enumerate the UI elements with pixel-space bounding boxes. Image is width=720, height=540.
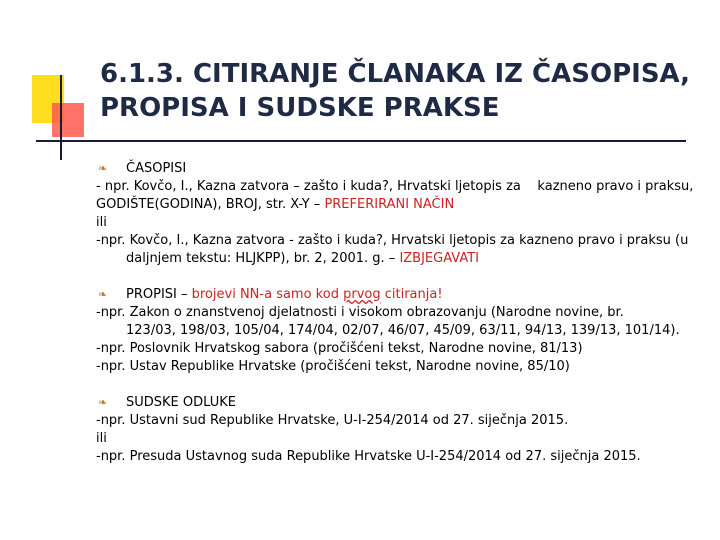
slide-body <box>96 160 706 466</box>
hand-bullet-icon: ❧ <box>98 396 108 409</box>
title-line-2: PROPISA I SUDSKE PRAKSE <box>100 93 500 123</box>
decorative-vertical-line <box>60 75 62 160</box>
section-heading-casopisi: ❧ ČASOPISI <box>98 161 187 176</box>
title-divider <box>36 140 686 142</box>
sudske-or: ili <box>96 431 107 446</box>
sudske-example-2: -npr. Presuda Ustavnog suda Republike Hrvatske U-I-254/2014 od 27. siječnja 2015. <box>96 449 641 464</box>
avoid-tag: IZBJEGAVATI <box>399 251 479 266</box>
casopisi-example-1-cont: GODIŠTE(GODINA), BROJ, str. X-Y – PREFERIRANI NAČIN <box>96 197 455 212</box>
section-heading-propisi: ❧ PROPISI – brojevi NN-a samo kod prvog citiranja! <box>98 287 443 302</box>
propisi-note: brojevi NN-a samo kod prvog citiranja! <box>191 287 443 302</box>
section-heading-sudske: ❧ SUDSKE ODLUKE <box>98 395 236 410</box>
hand-bullet-icon: ❧ <box>98 162 108 175</box>
propisi-example-3: -npr. Ustav Republike Hrvatske (pročišćeni tekst, Narodne novine, 85/10) <box>96 359 570 374</box>
hand-bullet-icon: ❧ <box>98 288 108 301</box>
casopisi-example-1: - npr. Kovčo, I., Kazna zatvora – zašto i kuda?, Hrvatski ljetopis za kazneno pravo i praksu, <box>96 179 694 194</box>
decorative-red-block <box>52 103 84 137</box>
propisi-example-2: -npr. Poslovnik Hrvatskog sabora (pročišćeni tekst, Narodne novine, 81/13) <box>96 341 583 356</box>
sudske-example-1: -npr. Ustavni sud Republike Hrvatske, U-I-254/2014 od 27. siječnja 2015. <box>96 413 569 428</box>
casopisi-example-2: -npr. Kovčo, I., Kazna zatvora - zašto i kuda?, Hrvatski ljetopis za kazneno pravo i praksu (u <box>96 233 689 248</box>
preferred-tag: PREFERIRANI NAČIN <box>324 197 455 212</box>
title-line-1: 6.1.3. CITIRANJE ČLANAKA IZ ČASOPISA, <box>100 59 691 89</box>
propisi-example-1: -npr. Zakon o znanstvenoj djelatnosti i visokom obrazovanju (Narodne novine, br. <box>96 305 624 320</box>
propisi-example-1-cont: 123/03, 198/03, 105/04, 174/04, 02/07, 46/07, 45/09, 63/11, 94/13, 139/13, 101/14). <box>126 323 680 338</box>
casopisi-example-2-cont: daljnjem tekstu: HLJKPP), br. 2, 2001. g. – IZBJEGAVATI <box>126 251 479 266</box>
page-title <box>100 57 700 125</box>
casopisi-or: ili <box>96 215 107 230</box>
